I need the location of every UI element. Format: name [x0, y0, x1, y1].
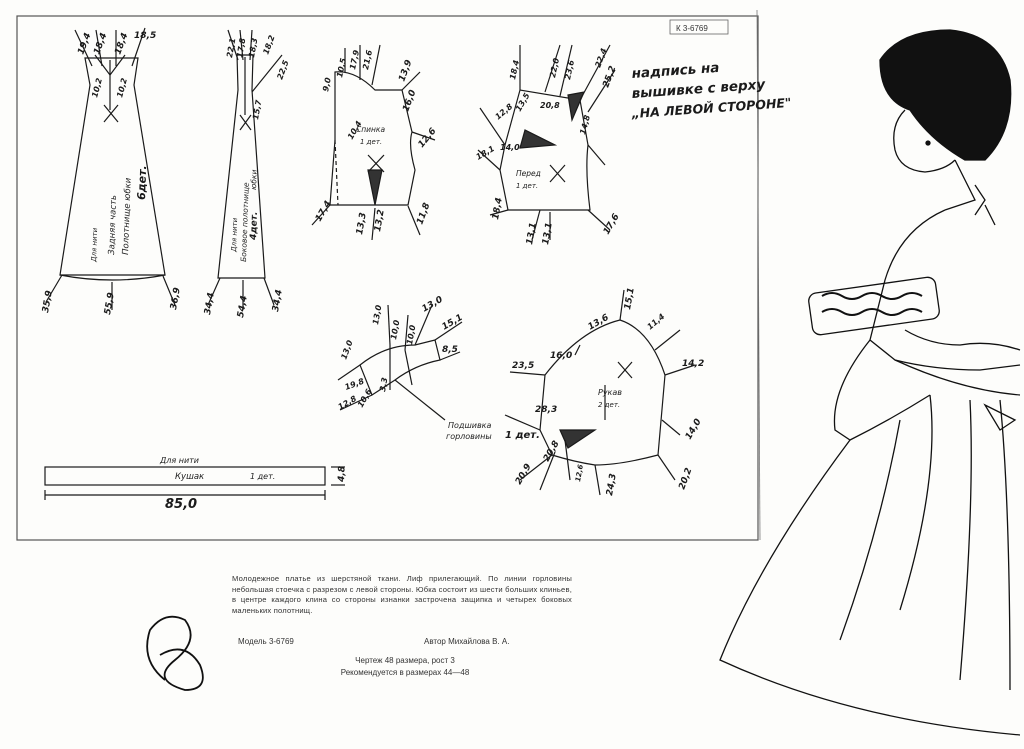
- front-m-2: 22,0: [548, 57, 562, 79]
- facing-m-4: 15,1: [440, 312, 465, 333]
- side-top-4: 18,2: [261, 34, 277, 56]
- belt-width: 4,8: [337, 465, 348, 483]
- facing-m-1: 13,0: [339, 339, 355, 361]
- back-m-1: 9,0: [321, 76, 333, 93]
- panel-label-2: Полотнище юбки: [121, 177, 134, 256]
- sleeve-label: Рукав: [598, 388, 623, 397]
- sleeve-m-11: 24,3: [605, 472, 619, 497]
- belt-label: Кушак: [175, 472, 205, 482]
- front-m-10: 14,0: [500, 143, 520, 152]
- handwritten-note: [630, 60, 792, 121]
- front-m-12: 13,1: [525, 221, 539, 246]
- back-m-3: 17,9: [348, 49, 362, 71]
- back-count: 1 дет.: [360, 138, 383, 146]
- panel-count: 6дет.: [135, 165, 150, 201]
- facing-m-10: 10,6: [355, 387, 374, 409]
- back-m-10: 13,2: [373, 208, 387, 233]
- sleeve-m-13: 12,6: [574, 463, 585, 483]
- panel-top-1: 19,4: [76, 31, 94, 57]
- facing-m-5: 8,5: [442, 345, 458, 355]
- side-grain: Для нити: [230, 217, 240, 253]
- back-m-4: 21,6: [361, 49, 375, 71]
- panel-bottom-2: 55,9: [103, 291, 117, 316]
- side-label-2: юбки: [249, 169, 259, 191]
- facing-m-6: 10,0: [405, 324, 418, 346]
- sheet-code: К 3-6769: [676, 24, 708, 33]
- belt-length: 85,0: [165, 497, 198, 512]
- side-top-3: 18,3: [247, 37, 260, 59]
- front-m-5: 25,2: [601, 64, 619, 90]
- sleeve-m-6: 14,2: [682, 359, 705, 369]
- sleeve-m-7: 28,3: [535, 405, 558, 415]
- caption-text: Молодежное платье из шерстяной ткани. Лиф прилегающий. По линии горловины небольшая стоечка с разрезом с левой стороны. Юбка состоит из шести больших клиньев, в центре каждого клина со стороны изнанки застрочена защипка и четырех боковых маленьких полотнищ.: [232, 574, 573, 615]
- back-m-2: 10,5: [335, 57, 349, 79]
- panel-bottom-3: 36,9: [169, 286, 183, 311]
- side-mid-2: 15,7: [251, 99, 264, 121]
- front-m-4: 22,4: [593, 47, 609, 69]
- front-count: 1 дет.: [516, 182, 539, 190]
- panel-top-4: 18,5: [134, 31, 157, 41]
- side-panel-piece: [208, 30, 282, 310]
- fashion-illustration: [720, 30, 1020, 735]
- model-label: Модель 3-6769: [238, 637, 294, 646]
- facing-m-7: 10,0: [389, 319, 402, 341]
- back-label: Спинка: [356, 125, 386, 134]
- back-m-11: 17,4: [313, 199, 334, 224]
- back-panel-piece: [46, 28, 175, 310]
- facing-label-1: Подшивка: [448, 421, 492, 430]
- panel-mid-1: 10,2: [90, 77, 105, 99]
- facing-label-2: горловины: [446, 432, 492, 441]
- facing-m-9: 12,8: [336, 394, 359, 412]
- side-top-2: 17,8: [235, 37, 248, 59]
- note-line-2: вышивке с верху: [631, 76, 766, 102]
- facing-m-3: 13,0: [420, 294, 445, 315]
- front-m-7: 14,8: [578, 114, 593, 136]
- back-m-7: 12,6: [416, 126, 439, 150]
- sleeve-m-2: 16,0: [550, 351, 573, 361]
- sleeve-m-3: 13,6: [586, 312, 611, 333]
- front-m-3: 23,6: [563, 59, 577, 81]
- panel-label-1: Задняя часть: [107, 194, 120, 256]
- side-top-1: 22,1: [225, 37, 238, 59]
- side-count: 4дет.: [249, 211, 260, 241]
- sleeve-count: 2 дет.: [598, 401, 621, 409]
- facing-m-2: 13,0: [371, 304, 384, 326]
- back-m-5: 13,9: [397, 58, 415, 84]
- belt-grain: Для нити: [160, 456, 200, 465]
- side-bottom-3: 34,4: [271, 288, 285, 313]
- side-label-1: Боковое полотнище: [239, 182, 251, 263]
- back-m-6: 16,0: [401, 88, 419, 114]
- sleeve-m-4: 15,1: [623, 286, 637, 311]
- drawing-info: [305, 655, 505, 679]
- panel-mid-2: 10,2: [115, 77, 130, 99]
- panel-bottom-1: 35,9: [41, 289, 55, 314]
- sleeve-m-12: 20,2: [677, 466, 695, 492]
- author: Автор Михайлова В. А.: [424, 637, 510, 646]
- model-row: [238, 637, 568, 646]
- note-line-1: надпись на: [631, 59, 720, 82]
- front-m-14: 17,6: [601, 212, 622, 237]
- sleeve-m-5: 11,4: [645, 311, 667, 332]
- sleeve-m-1: 23,5: [512, 361, 535, 371]
- side-bottom-1: 34,4: [203, 291, 217, 316]
- sleeve-m-10: 20,8: [541, 439, 562, 464]
- front-m-8: 12,8: [493, 101, 515, 122]
- panel-top-2: 18,4: [92, 31, 110, 57]
- recommended-sizes: Рекомендуется в размерах 44—48: [340, 668, 470, 677]
- sleeve-m-9: 20,9: [513, 462, 534, 487]
- facing-m-11: 3,3: [378, 376, 390, 393]
- note-line-3: „НА ЛЕВОЙ СТОРОНЕ": [631, 94, 792, 121]
- facing-count: 1 дет.: [505, 430, 540, 441]
- front-m-15: 13,5: [513, 91, 532, 113]
- front-label: Перед: [516, 169, 541, 178]
- page-scribble: [147, 617, 203, 690]
- panel-top-3: 18,4: [113, 31, 131, 57]
- front-m-13: 13,1: [541, 221, 555, 246]
- sleeve-m-8: 14,0: [683, 417, 704, 442]
- front-m-6: 20,8: [540, 101, 560, 110]
- drawing-size: Чертеж 48 размера, рост 3: [355, 656, 455, 665]
- front-m-11: 18,4: [491, 196, 505, 221]
- back-m-9: 13,3: [355, 211, 369, 236]
- side-bottom-2: 54,4: [236, 294, 250, 319]
- belt-count: 1 дет.: [250, 472, 276, 481]
- panel-grain: Для нити: [90, 227, 100, 263]
- side-mid-1: 22,5: [275, 59, 291, 81]
- front-m-9: 18,1: [474, 144, 497, 162]
- back-m-12: 11,8: [415, 201, 433, 227]
- facing-m-8: 19,8: [343, 376, 366, 392]
- back-m-8: 10,4: [345, 119, 364, 141]
- front-m-1: 18,4: [508, 59, 522, 81]
